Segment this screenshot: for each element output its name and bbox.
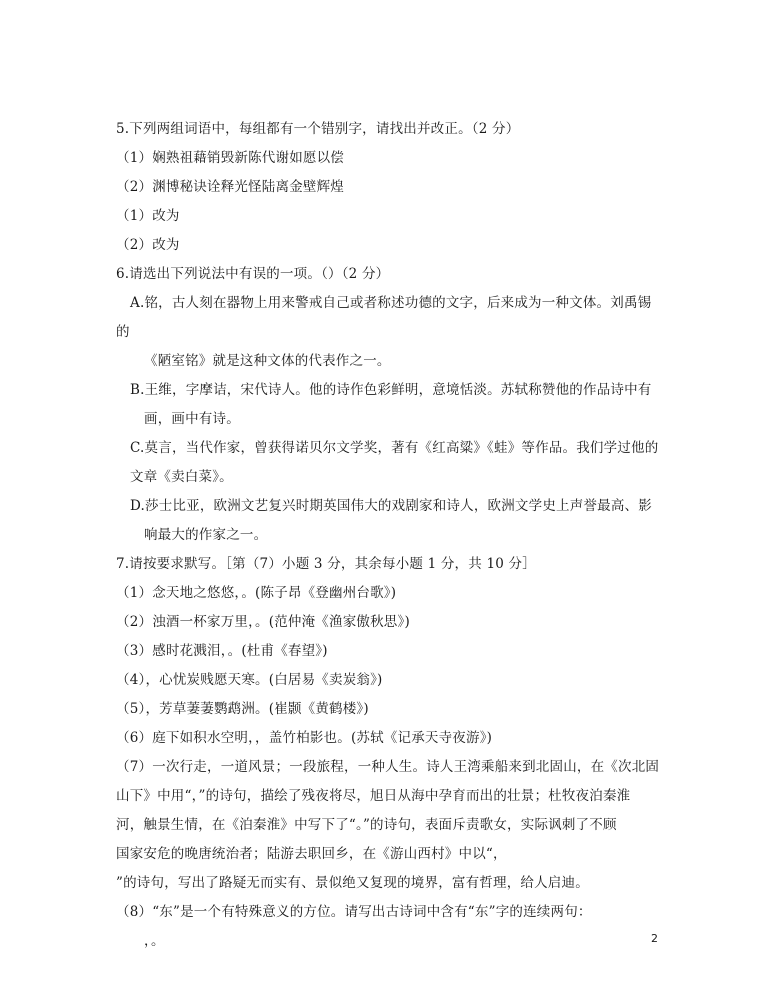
q5-answer-1: （1）改为 xyxy=(116,208,180,224)
q6-option-c-line-1: C.莫言，当代作家，曾获得诺贝尔文学奖，著有《红高粱》《蛙》等作品。我们学过他的 xyxy=(130,440,659,456)
q6-stem: 6.请选出下列说法中有误的一项。（）（2 分） xyxy=(116,266,390,282)
q6-option-c-line-2: 文章《卖白菜》。 xyxy=(130,469,233,485)
q7-item-5: （5），芳草萋萋鹦鹉洲。(崔颢《黄鹤楼》) xyxy=(116,701,369,717)
q6-option-a-line-3: 《陋室铭》就是这种文体的代表作之一。 xyxy=(144,353,391,369)
q7-item-8-line-1: （8）“东”是一个有特殊意义的方位。请写出古诗词中含有“东”字的连续两句： xyxy=(116,904,592,920)
q6-option-a-line-2: 的 xyxy=(116,324,130,340)
q7-item-2: （2）浊酒一杯家万里，。(范仲淹《渔家傲秋思》) xyxy=(116,614,410,630)
q7-item-4: （4），心忧炭贱愿天寒。(白居易《卖炭翁》) xyxy=(116,672,383,688)
q6-option-b-line-2: 画，画中有诗。 xyxy=(144,411,240,427)
q5-stem: 5.下列两组词语中，每组都有一个错别字，请找出并改正。（2 分） xyxy=(116,121,520,137)
q6-option-a-line-1: A.铭，古人刻在器物上用来警戒自己或者称述功德的文字，后来成为一种文体。刘禹锡 xyxy=(130,295,652,311)
q7-item-7-line-1: （7）一次行走，一道风景；一段旅程，一种人生。诗人王湾乘船来到北固山，在《次北固 xyxy=(116,759,660,775)
q7-item-6: （6）庭下如积水空明，，盖竹柏影也。(苏轼《记承天寺夜游》) xyxy=(116,730,493,746)
q7-item-8-line-2: ，。 xyxy=(144,933,165,949)
q7-item-7-line-5: ”的诗句，写出了路疑无而实有、景似绝又复现的境界，富有哲理，给人启迪。 xyxy=(116,875,589,891)
q6-option-d-line-2: 响最大的作家之一。 xyxy=(144,527,268,543)
page-number: 2 xyxy=(651,932,658,945)
q7-item-1: （1）念天地之悠悠，。(陈子昂《登幽州台歌》) xyxy=(116,585,397,601)
q6-option-b-line-1: B.王维，字摩诘，宋代诗人。他的诗作色彩鲜明，意境恬淡。苏轼称赞他的作品诗中有 xyxy=(130,382,652,398)
q6-option-d-line-1: D.莎士比亚，欧洲文艺复兴时期英国伟大的戏剧家和诗人，欧洲文学史上声誉最高、影 xyxy=(130,498,652,514)
q7-item-3: （3）感时花溅泪，。(杜甫《春望》) xyxy=(116,643,328,659)
q7-item-7-line-2: 山下》中用“，”的诗句，描绘了残夜将尽，旭日从海中孕育而出的壮景；杜牧夜泊秦淮 xyxy=(116,788,631,804)
q5-group-1: （1）娴熟祖藉销毁新陈代谢如愿以偿 xyxy=(116,150,344,166)
q5-group-2: （2）渊博秘诀诠释光怪陆离金壁辉煌 xyxy=(116,179,344,195)
q7-item-7-line-4: 国家安危的晚唐统治者；陆游去职回乡，在《游山西村》中以“， xyxy=(116,846,507,862)
q7-item-7-line-3: 河，触景生情，在《泊秦淮》中写下了“。”的诗句，表面斥责歌女，实际讽刺了不顾 xyxy=(116,817,617,833)
q5-answer-2: （2）改为 xyxy=(116,237,180,253)
q7-stem: 7.请按要求默写。［第（7）小题 3 分，其余每小题 1 分，共 10 分］ xyxy=(116,556,536,572)
